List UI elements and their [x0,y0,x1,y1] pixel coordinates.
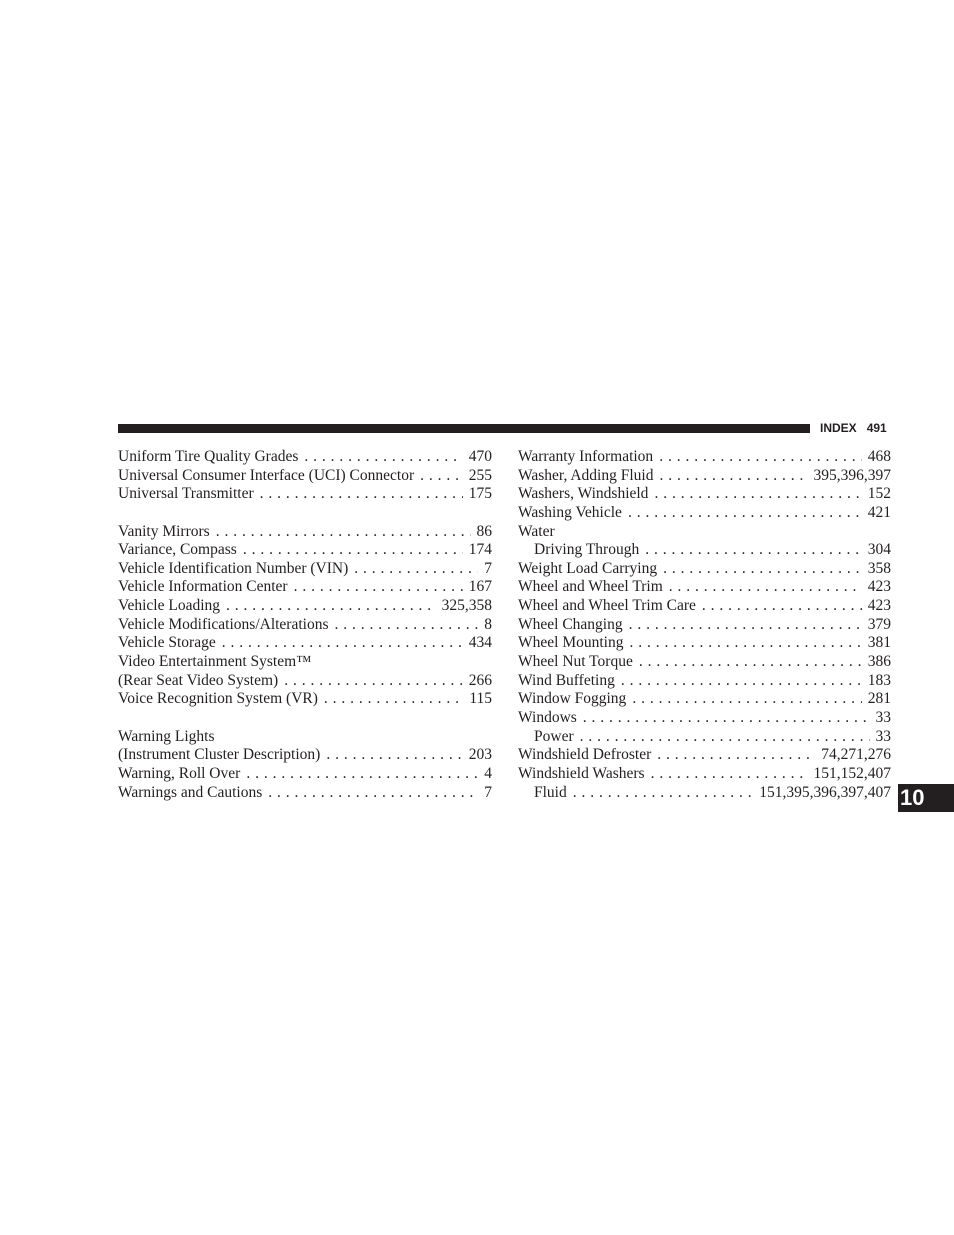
entry-page-ref: 33 [875,708,891,726]
entry-page-ref: 115 [469,690,492,708]
entry-term: Vehicle Loading [118,597,221,615]
index-entry [518,448,891,467]
index-column-right [518,448,891,802]
index-entry [118,560,492,579]
page-number: 491 [866,421,887,435]
entry-term: Window Fogging [518,690,627,708]
index-entry [118,597,492,616]
entry-page-ref: 167 [468,578,492,596]
entry-page-ref: 8 [484,615,492,633]
index-entry [518,672,891,691]
entry-page-ref: 421 [867,503,891,521]
entry-term: Wheel and Wheel Trim [518,578,663,596]
dot-leader [702,597,862,616]
entry-term: Windows [518,708,577,726]
index-entry [518,485,891,504]
entry-page-ref: 423 [867,578,891,596]
index-entry [118,634,492,653]
dot-leader [335,616,479,635]
entry-term: Power [534,727,574,745]
dot-leader [645,541,862,560]
entry-page-ref: 255 [468,466,492,484]
dot-leader [632,690,861,709]
dot-leader [354,560,478,579]
index-entry [118,448,492,467]
index-entry [518,467,891,486]
entry-spacer [118,709,492,728]
entry-term: Warning, Roll Over [118,764,241,782]
index-entry [118,690,492,709]
index-entry [518,560,891,579]
entry-term: (Instrument Cluster Description) [118,746,321,764]
index-entry [118,728,492,747]
index-entry [118,541,492,560]
entry-page-ref: 203 [468,746,492,764]
dot-leader [420,467,463,486]
entry-term: Universal Transmitter [118,485,254,503]
entry-page-ref: 468 [867,448,891,465]
entry-page-ref: 266 [468,671,492,689]
dot-leader [294,578,463,597]
entry-term: Washing Vehicle [518,503,622,521]
entry-term: Water [518,522,555,540]
dot-leader [628,504,862,523]
index-entry [518,523,891,542]
entry-term: (Rear Seat Video System) [118,671,279,689]
dot-leader [629,634,861,653]
dot-leader [657,746,815,765]
index-entry [518,746,891,765]
index-entry [118,653,492,672]
index-entry [518,634,891,653]
dot-leader [580,728,870,747]
index-entry [518,578,891,597]
index-entry [118,784,492,803]
entry-term: Warning Lights [118,727,215,745]
dot-leader [669,578,862,597]
dot-leader [639,653,862,672]
entry-term: Universal Consumer Interface (UCI) Connector [118,466,415,484]
entry-page-ref: 358 [867,559,891,577]
entry-page-ref: 86 [476,522,492,540]
entry-page-ref: 33 [875,727,891,745]
entry-term: Washers, Windshield [518,485,649,503]
entry-term: Vehicle Modifications/Alterations [118,615,329,633]
entry-term: Wheel Changing [518,615,623,633]
entry-term: Wheel Mounting [518,634,624,652]
entry-page-ref: 395,396,397 [813,466,891,484]
entry-page-ref: 4 [484,764,492,782]
running-header [820,420,887,436]
dot-leader [573,784,754,803]
dot-leader [583,709,870,728]
index-subentry [518,541,891,560]
entry-page-ref: 7 [484,783,492,801]
dot-leader [268,784,478,803]
dot-leader [663,560,862,579]
index-entry [118,616,492,635]
entry-term: Video Entertainment System™ [118,653,312,671]
entry-spacer [118,504,492,523]
dot-leader [284,672,463,691]
index-column-left [118,448,492,802]
dot-leader [222,634,463,653]
entry-page-ref: 151,152,407 [813,764,891,782]
index-entry [118,746,492,765]
dot-leader [304,448,462,467]
dot-leader [659,448,862,467]
dot-leader [629,616,862,635]
dot-leader [243,541,463,560]
index-entry [518,504,891,523]
entry-term: Warnings and Cautions [118,783,263,801]
entry-page-ref: 174 [468,541,492,559]
entry-page-ref: 152 [867,485,891,503]
index-entry [118,578,492,597]
entry-page-ref: 7 [484,559,492,577]
entry-page-ref: 381 [867,634,891,652]
entry-term: Vehicle Storage [118,634,216,652]
index-entry [518,690,891,709]
entry-page-ref: 386 [867,653,891,671]
dot-leader [246,765,478,784]
entry-term: Vehicle Information Center [118,578,288,596]
index-entry [518,765,891,784]
index-entry [518,653,891,672]
dot-leader [216,523,471,542]
index-entry [118,672,492,691]
entry-page-ref: 379 [867,615,891,633]
dot-leader [651,765,808,784]
chapter-tab: 10 [898,784,954,812]
entry-term: Weight Load Carrying [518,559,658,577]
entry-term: Vanity Mirrors [118,522,210,540]
entry-page-ref: 304 [867,541,891,559]
index-entry [518,616,891,635]
index-subentry [518,784,891,803]
dot-leader [621,672,862,691]
entry-term: Windshield Defroster [518,746,652,764]
index-entry [118,485,492,504]
entry-page-ref: 434 [468,634,492,652]
index-entry [518,709,891,728]
entry-page-ref: 325,358 [441,597,492,615]
dot-leader [654,485,861,504]
index-entry [118,523,492,542]
entry-term: Wheel and Wheel Trim Care [518,597,696,615]
entry-page-ref: 423 [867,597,891,615]
entry-term: Voice Recognition System (VR) [118,690,318,708]
entry-term: Wheel Nut Torque [518,653,633,671]
entry-page-ref: 74,271,276 [821,746,891,764]
dot-leader [324,690,463,709]
entry-term: Variance, Compass [118,541,237,559]
entry-term: Uniform Tire Quality Grades [118,448,299,465]
entry-term: Wind Buffeting [518,671,615,689]
index-subentry [518,728,891,747]
entry-page-ref: 183 [867,671,891,689]
entry-page-ref: 470 [468,448,492,465]
entry-term: Driving Through [534,541,640,559]
entry-page-ref: 175 [468,485,492,503]
entry-term: Windshield Washers [518,764,645,782]
dot-leader [226,597,436,616]
dot-leader [326,746,462,765]
entry-term: Vehicle Identification Number (VIN) [118,559,349,577]
section-label: INDEX [820,421,857,435]
index-entry [118,467,492,486]
dot-leader [260,485,463,504]
index-entry [118,765,492,784]
entry-page-ref: 151,395,396,397,407 [759,783,891,801]
entry-term: Washer, Adding Fluid [518,466,654,484]
dot-leader [659,467,807,486]
index-entry [518,597,891,616]
entry-page-ref: 281 [867,690,891,708]
header-rule [118,424,810,433]
entry-term: Warranty Information [518,448,654,465]
entry-term: Fluid [534,783,567,801]
